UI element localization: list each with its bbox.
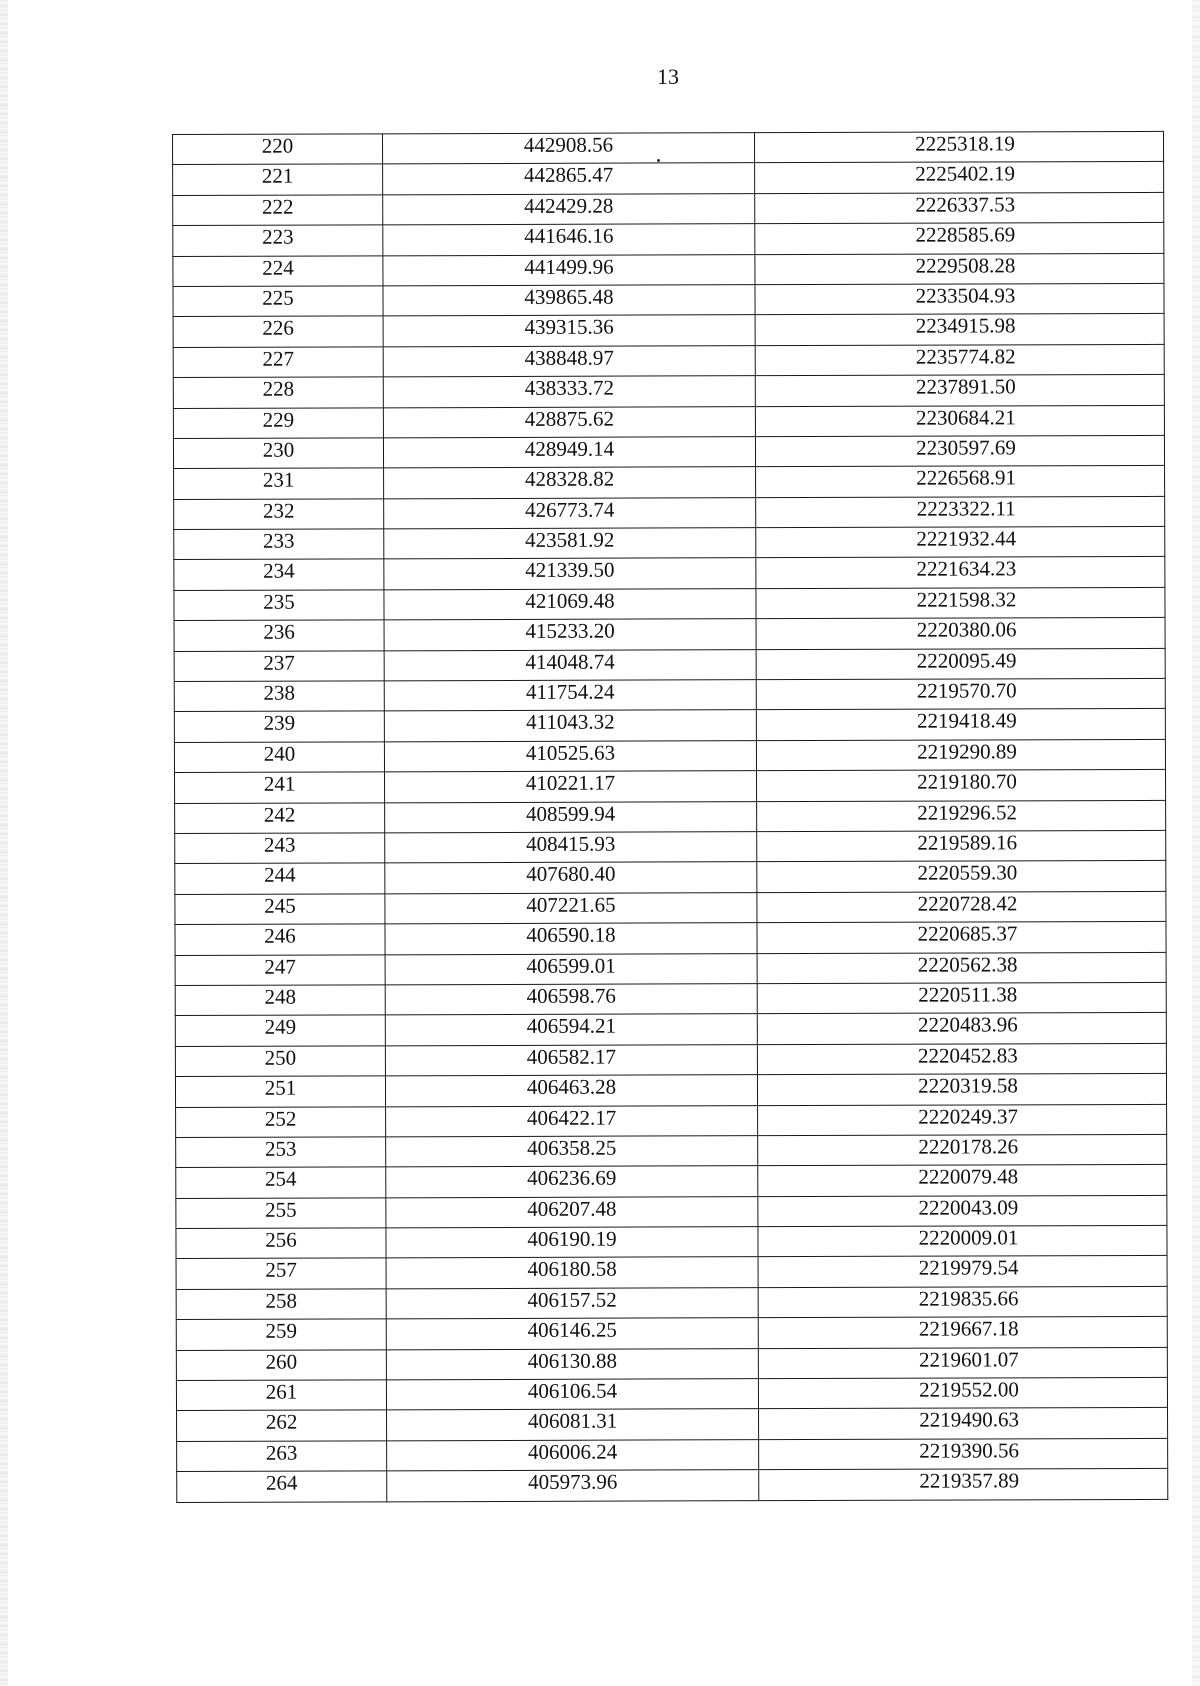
x-coordinate-cell: 406130.88 <box>386 1348 758 1380</box>
x-coordinate-cell: 406582.17 <box>385 1044 757 1076</box>
x-coordinate-cell: 415233.20 <box>384 619 756 651</box>
point-number-cell: 254 <box>176 1167 386 1198</box>
table-row <box>176 1347 1167 1381</box>
x-coordinate-cell: 438333.72 <box>383 376 755 408</box>
point-number-cell: 242 <box>175 802 385 833</box>
table-row <box>175 800 1166 834</box>
x-coordinate-cell: 406236.69 <box>386 1166 758 1198</box>
table-row <box>174 678 1165 712</box>
table-row <box>174 587 1165 621</box>
y-coordinate-cell: 2221598.32 <box>756 587 1165 619</box>
y-coordinate-cell: 2219835.66 <box>758 1286 1167 1318</box>
y-coordinate-cell: 2229508.28 <box>755 253 1164 285</box>
y-coordinate-cell: 2220685.37 <box>757 922 1166 954</box>
x-coordinate-cell: 423581.92 <box>384 528 756 560</box>
point-number-cell: 229 <box>173 407 383 438</box>
table-row <box>176 1104 1167 1138</box>
table-row <box>175 1073 1166 1107</box>
y-coordinate-cell: 2220079.48 <box>758 1165 1167 1197</box>
y-coordinate-cell: 2219490.63 <box>759 1408 1168 1440</box>
x-coordinate-cell: 407221.65 <box>385 892 757 924</box>
table-row <box>173 192 1164 226</box>
y-coordinate-cell: 2219570.70 <box>756 678 1165 710</box>
y-coordinate-cell: 2219601.07 <box>758 1347 1167 1379</box>
point-number-cell: 245 <box>175 894 385 925</box>
y-coordinate-cell: 2220043.09 <box>758 1195 1167 1227</box>
table-row <box>173 131 1164 165</box>
point-number-cell: 260 <box>176 1349 386 1380</box>
point-number-cell: 220 <box>173 134 383 165</box>
y-coordinate-cell: 2228585.69 <box>755 223 1164 255</box>
point-number-cell: 262 <box>177 1410 387 1441</box>
table-row <box>173 283 1164 317</box>
table-row <box>175 830 1166 864</box>
y-coordinate-cell: 2220562.38 <box>757 952 1166 984</box>
point-number-cell: 237 <box>174 650 384 681</box>
table-row <box>175 922 1166 956</box>
y-coordinate-cell: 2237891.50 <box>755 375 1164 407</box>
y-coordinate-cell: 2219290.89 <box>756 739 1165 771</box>
x-coordinate-cell: 406598.76 <box>385 984 757 1016</box>
point-number-cell: 241 <box>175 772 385 803</box>
y-coordinate-cell: 2220095.49 <box>756 648 1165 680</box>
table-row <box>174 466 1165 500</box>
table-row <box>177 1438 1168 1472</box>
point-number-cell: 263 <box>177 1441 387 1472</box>
x-coordinate-cell: 408415.93 <box>385 832 757 864</box>
table-row <box>174 496 1165 530</box>
x-coordinate-cell: 406081.31 <box>387 1409 759 1441</box>
x-coordinate-cell: 406207.48 <box>386 1196 758 1228</box>
table-row <box>174 648 1165 682</box>
x-coordinate-cell: 406180.58 <box>386 1257 758 1289</box>
y-coordinate-cell: 2220009.01 <box>758 1225 1167 1257</box>
table-row <box>174 526 1165 560</box>
y-coordinate-cell: 2230684.21 <box>755 405 1164 437</box>
x-coordinate-cell: 406590.18 <box>385 923 757 955</box>
scan-edge-left <box>0 0 8 1686</box>
point-number-cell: 258 <box>176 1289 386 1320</box>
y-coordinate-cell: 2219357.89 <box>759 1469 1168 1501</box>
table-row <box>176 1317 1167 1351</box>
table-row <box>173 253 1164 287</box>
y-coordinate-cell: 2230597.69 <box>755 435 1164 467</box>
point-number-cell: 230 <box>173 438 383 469</box>
point-number-cell: 228 <box>173 377 383 408</box>
table-row <box>174 709 1165 743</box>
point-number-cell: 233 <box>174 529 384 560</box>
table-row <box>173 162 1164 196</box>
table-row <box>173 344 1164 378</box>
table-row <box>177 1408 1168 1442</box>
point-number-cell: 256 <box>176 1228 386 1259</box>
point-number-cell: 243 <box>175 833 385 864</box>
x-coordinate-cell: 414048.74 <box>384 649 756 681</box>
y-coordinate-cell: 2233504.93 <box>755 283 1164 315</box>
y-coordinate-cell: 2219667.18 <box>758 1317 1167 1349</box>
point-number-cell: 234 <box>174 559 384 590</box>
point-number-cell: 244 <box>175 863 385 894</box>
point-number-cell: 253 <box>176 1137 386 1168</box>
x-coordinate-cell: 406422.17 <box>386 1105 758 1137</box>
table-row <box>173 405 1164 439</box>
x-coordinate-cell: 411754.24 <box>384 680 756 712</box>
scan-speck <box>657 159 660 162</box>
y-coordinate-cell: 2226568.91 <box>756 466 1165 498</box>
x-coordinate-cell: 441646.16 <box>383 224 755 256</box>
point-number-cell: 232 <box>174 499 384 530</box>
table-row <box>175 1043 1166 1077</box>
x-coordinate-cell: 428328.82 <box>384 467 756 499</box>
table-row <box>176 1256 1167 1290</box>
table-row <box>173 435 1164 469</box>
x-coordinate-cell: 439865.48 <box>383 285 755 317</box>
page-number: 13 <box>657 64 679 89</box>
x-coordinate-cell: 406006.24 <box>387 1439 759 1471</box>
x-coordinate-cell: 406599.01 <box>385 953 757 985</box>
point-number-cell: 249 <box>175 1015 385 1046</box>
point-number-cell: 250 <box>175 1046 385 1077</box>
point-number-cell: 247 <box>175 954 385 985</box>
y-coordinate-cell: 2220559.30 <box>757 861 1166 893</box>
table-row <box>175 770 1166 804</box>
x-coordinate-cell: 406146.25 <box>386 1318 758 1350</box>
x-coordinate-cell: 408599.94 <box>385 801 757 833</box>
y-coordinate-cell: 2219979.54 <box>758 1256 1167 1288</box>
y-coordinate-cell: 2235774.82 <box>755 344 1164 376</box>
y-coordinate-cell: 2219418.49 <box>756 709 1165 741</box>
table-row <box>175 1013 1166 1047</box>
x-coordinate-cell: 410525.63 <box>384 740 756 772</box>
x-coordinate-cell: 406594.21 <box>385 1014 757 1046</box>
table-row <box>176 1286 1167 1320</box>
x-coordinate-cell: 405973.96 <box>387 1470 759 1502</box>
x-coordinate-cell: 421069.48 <box>384 589 756 621</box>
x-coordinate-cell: 442908.56 <box>383 133 755 165</box>
y-coordinate-cell: 2219296.52 <box>757 800 1166 832</box>
table-row <box>173 223 1164 257</box>
point-number-cell: 231 <box>174 468 384 499</box>
table-row <box>176 1134 1167 1168</box>
table-row <box>176 1165 1167 1199</box>
x-coordinate-cell: 411043.32 <box>384 710 756 742</box>
y-coordinate-cell: 2221634.23 <box>756 557 1165 589</box>
table-row <box>175 891 1166 925</box>
point-number-cell: 223 <box>173 225 383 256</box>
x-coordinate-cell: 426773.74 <box>384 497 756 529</box>
point-number-cell: 252 <box>176 1106 386 1137</box>
y-coordinate-cell: 2221932.44 <box>756 526 1165 558</box>
x-coordinate-cell: 439315.36 <box>383 315 755 347</box>
x-coordinate-cell: 442429.28 <box>383 193 755 225</box>
y-coordinate-cell: 2219390.56 <box>759 1438 1168 1470</box>
y-coordinate-cell: 2234915.98 <box>755 314 1164 346</box>
y-coordinate-cell: 2220380.06 <box>756 618 1165 650</box>
table-row <box>176 1377 1167 1411</box>
table-row <box>173 375 1164 409</box>
x-coordinate-cell: 442865.47 <box>383 163 755 195</box>
table-row <box>174 739 1165 773</box>
y-coordinate-cell: 2220483.96 <box>757 1013 1166 1045</box>
table-row <box>173 314 1164 348</box>
coordinate-table <box>172 131 1168 1503</box>
point-number-cell: 246 <box>175 924 385 955</box>
point-number-cell: 259 <box>176 1319 386 1350</box>
x-coordinate-cell: 438848.97 <box>383 345 755 377</box>
scan-edge-right <box>1192 0 1200 1686</box>
point-number-cell: 236 <box>174 620 384 651</box>
y-coordinate-cell: 2220319.58 <box>757 1073 1166 1105</box>
table-row <box>175 952 1166 986</box>
point-number-cell: 257 <box>176 1258 386 1289</box>
y-coordinate-cell: 2220728.42 <box>757 891 1166 923</box>
point-number-cell: 251 <box>175 1076 385 1107</box>
point-number-cell: 255 <box>176 1198 386 1229</box>
y-coordinate-cell: 2220249.37 <box>758 1104 1167 1136</box>
point-number-cell: 226 <box>173 316 383 347</box>
table-row <box>175 861 1166 895</box>
point-number-cell: 239 <box>174 711 384 742</box>
table-row <box>176 1195 1167 1229</box>
x-coordinate-cell: 410221.17 <box>385 771 757 803</box>
x-coordinate-cell: 421339.50 <box>384 558 756 590</box>
point-number-cell: 222 <box>173 195 383 226</box>
table-row <box>174 618 1165 652</box>
y-coordinate-cell: 2220511.38 <box>757 982 1166 1014</box>
point-number-cell: 248 <box>175 985 385 1016</box>
x-coordinate-cell: 406358.25 <box>386 1136 758 1168</box>
y-coordinate-cell: 2225318.19 <box>754 131 1163 163</box>
table-row <box>174 557 1165 591</box>
x-coordinate-cell: 406106.54 <box>386 1379 758 1411</box>
point-number-cell: 225 <box>173 286 383 317</box>
table-row <box>175 982 1166 1016</box>
point-number-cell: 261 <box>176 1380 386 1411</box>
point-number-cell: 224 <box>173 255 383 286</box>
y-coordinate-cell: 2220178.26 <box>758 1134 1167 1166</box>
x-coordinate-cell: 406157.52 <box>386 1288 758 1320</box>
point-number-cell: 264 <box>177 1471 387 1502</box>
table-row <box>177 1469 1168 1503</box>
table-row <box>176 1225 1167 1259</box>
x-coordinate-cell: 428875.62 <box>383 406 755 438</box>
y-coordinate-cell: 2223322.11 <box>756 496 1165 528</box>
point-number-cell: 240 <box>174 742 384 773</box>
y-coordinate-cell: 2225402.19 <box>755 162 1164 194</box>
x-coordinate-cell: 441499.96 <box>383 254 755 286</box>
point-number-cell: 227 <box>173 347 383 378</box>
coordinate-table-body <box>173 131 1168 1502</box>
point-number-cell: 235 <box>174 590 384 621</box>
y-coordinate-cell: 2226337.53 <box>755 192 1164 224</box>
point-number-cell: 221 <box>173 164 383 195</box>
x-coordinate-cell: 428949.14 <box>383 437 755 469</box>
y-coordinate-cell: 2219552.00 <box>758 1377 1167 1409</box>
y-coordinate-cell: 2219180.70 <box>757 770 1166 802</box>
point-number-cell: 238 <box>174 681 384 712</box>
y-coordinate-cell: 2220452.83 <box>757 1043 1166 1075</box>
x-coordinate-cell: 407680.40 <box>385 862 757 894</box>
x-coordinate-cell: 406190.19 <box>386 1227 758 1259</box>
x-coordinate-cell: 406463.28 <box>385 1075 757 1107</box>
y-coordinate-cell: 2219589.16 <box>757 830 1166 862</box>
